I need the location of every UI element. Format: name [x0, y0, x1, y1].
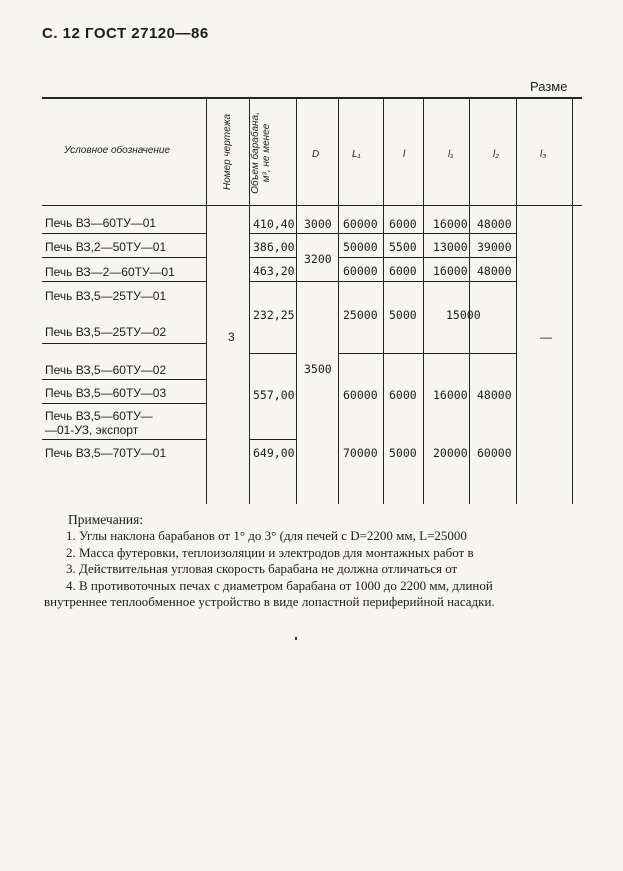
row-rule	[339, 233, 516, 234]
col-divider-3	[296, 98, 297, 504]
row-rule	[42, 257, 206, 258]
l1-cell: 13000	[433, 240, 468, 254]
col-divider-5	[383, 98, 384, 504]
header-l1: l₁	[448, 149, 454, 160]
l1-cell: 20000	[433, 446, 468, 460]
col-divider-1	[206, 98, 207, 504]
note-line: 1. Углы наклона барабанов от 1° до 3° (для печей с D=2200 мм, L=25000	[66, 528, 467, 543]
notes-title: Примечания:	[68, 512, 144, 527]
l1-cell: 15000	[446, 308, 481, 322]
col-divider-9	[572, 98, 573, 504]
L1-cell: 60000	[343, 217, 378, 231]
l2-cell: 48000	[477, 217, 512, 231]
D-cell: 3500	[304, 362, 332, 376]
header-volume-line1: Объем барабана,	[250, 112, 261, 194]
col-divider-7	[469, 98, 470, 504]
row-rule	[339, 353, 516, 354]
drawing-number-cell: 3	[228, 330, 235, 344]
page-header: С. 12 ГОСТ 27120—86	[42, 25, 209, 42]
l3-cell: —	[540, 330, 552, 344]
l1-cell: 16000	[433, 388, 468, 402]
row-rule	[42, 379, 206, 380]
row-rule	[250, 233, 296, 234]
row-rule	[339, 281, 516, 282]
l-cell: 5000	[389, 446, 417, 460]
row-rule	[250, 281, 296, 282]
row-rule	[250, 439, 296, 440]
designation-cell: Печь ВЗ,5—60ТУ—02	[45, 363, 167, 377]
l1-cell: 16000	[433, 264, 468, 278]
header-L1: L₁	[352, 149, 361, 160]
volume-cell: 410,40	[253, 217, 295, 231]
l-cell: 5000	[389, 308, 417, 322]
note-line: 4. В противоточных печах с диаметром барабана от 1000 до 2200 мм, длиной	[66, 578, 493, 593]
volume-cell: 649,00	[253, 446, 295, 460]
designation-cell: Печь ВЗ,5—60ТУ—03	[45, 386, 167, 400]
row-rule	[42, 403, 206, 404]
header-l: l	[403, 149, 406, 160]
l-cell: 6000	[389, 217, 417, 231]
volume-cell: 232,25	[253, 308, 295, 322]
L1-cell: 60000	[343, 388, 378, 402]
row-rule	[42, 439, 206, 440]
designation-cell: Печь ВЗ,5—25ТУ—02	[45, 325, 167, 339]
designation-cell: Печь ВЗ,5—25ТУ—01	[45, 289, 167, 303]
row-rule	[42, 281, 206, 282]
L1-cell: 70000	[343, 446, 378, 460]
sizes-label: Разме	[530, 79, 568, 94]
designation-cell: —01-УЗ, экспорт	[45, 423, 139, 437]
col-divider-8	[516, 98, 517, 504]
volume-cell: 463,20	[253, 264, 295, 278]
header-drawing-number: Номер чертежа	[222, 113, 233, 191]
row-rule	[297, 233, 338, 234]
header-l2: l₂	[493, 149, 500, 160]
designation-cell: Печь ВЗ—60ТУ—01	[45, 216, 157, 230]
designation-cell: Печь ВЗ,5—60ТУ—	[45, 409, 153, 423]
note-line: внутреннее теплообменное устройство в виде лопастной периферийной насадки.	[44, 594, 495, 609]
l1-cell: 16000	[433, 217, 468, 231]
L1-cell: 50000	[343, 240, 378, 254]
l-cell: 6000	[389, 388, 417, 402]
table-top-rule	[42, 97, 582, 99]
col-divider-6	[423, 98, 424, 504]
row-rule	[42, 233, 206, 234]
l2-cell: 48000	[477, 388, 512, 402]
speck-mark	[295, 637, 297, 640]
note-line: 3. Действительная угловая скорость барабана не должна отличаться от	[66, 561, 458, 576]
row-rule	[250, 257, 296, 258]
note-line: 2. Масса футеровки, теплоизоляции и электродов для монтажных работ в	[66, 545, 474, 560]
row-rule	[250, 353, 296, 354]
row-rule	[297, 281, 338, 282]
designation-cell: Печь ВЗ,5—70ТУ—01	[45, 446, 167, 460]
L1-cell: 60000	[343, 264, 378, 278]
header-designation: Условное обозначение	[64, 145, 171, 156]
D-cell: 3200	[304, 252, 332, 266]
l2-cell: 39000	[477, 240, 512, 254]
row-rule	[339, 257, 516, 258]
row-rule	[42, 343, 206, 344]
D-cell: 3000	[304, 217, 332, 231]
designation-cell: Печь ВЗ—2—60ТУ—01	[45, 265, 175, 279]
l2-cell: 48000	[477, 264, 512, 278]
L1-cell: 25000	[343, 308, 378, 322]
header-D: D	[312, 149, 320, 160]
volume-cell: 386,00	[253, 240, 295, 254]
header-volume	[250, 103, 274, 203]
col-divider-4	[338, 98, 339, 504]
l2-cell: 60000	[477, 446, 512, 460]
l-cell: 6000	[389, 264, 417, 278]
header-l3: l₃	[540, 149, 547, 160]
l-cell: 5500	[389, 240, 417, 254]
header-bottom-rule	[42, 205, 582, 206]
header-volume-line2: м³, не менее	[261, 123, 272, 183]
designation-cell: Печь ВЗ,2—50ТУ—01	[45, 240, 167, 254]
volume-cell: 557,00	[253, 388, 295, 402]
